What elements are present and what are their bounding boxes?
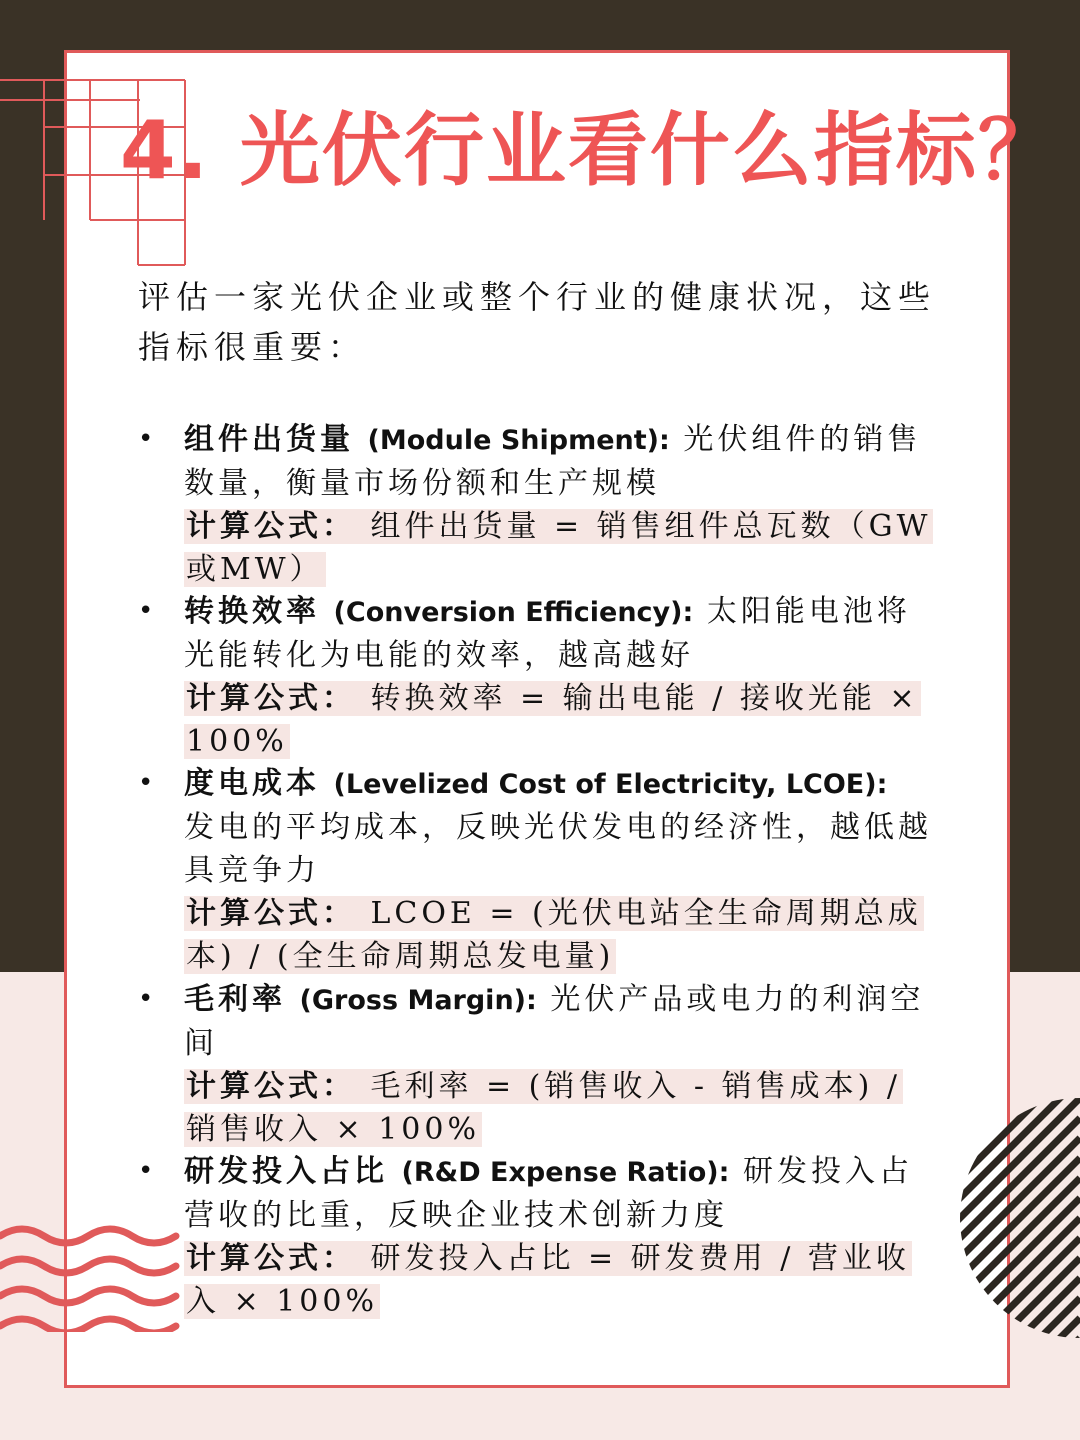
formula-block — [184, 1241, 912, 1319]
formula-text: 转换效率 = 输出电能 / 接收光能 × 100% — [186, 681, 919, 759]
formula-label: 计算公式： — [186, 896, 356, 931]
formula-text: 组件出货量 = 销售组件总瓦数（GW或MW） — [186, 509, 932, 587]
formula-text: LCOE = (光伏电站全生命周期总成本) / (全生命周期总发电量) — [186, 896, 922, 974]
list-item-body — [184, 762, 934, 978]
metric-description: 光伏产品或电力的利润空间 — [184, 982, 925, 1061]
list-item-body — [184, 590, 934, 763]
list-item-body — [184, 418, 934, 591]
wave-decoration — [0, 1222, 190, 1332]
bullet-icon: • — [138, 984, 154, 1014]
metric-name: 转换效率 — [184, 594, 320, 629]
metric-name: 组件出货量 — [184, 422, 354, 457]
formula-label: 计算公式： — [186, 1069, 356, 1104]
formula-label: 计算公式： — [186, 681, 356, 716]
metric-description: 太阳能电池将光能转化为电能的效率，越高越好 — [184, 594, 911, 673]
metric-english-name: (Levelized Cost of Electricity, LCOE): — [333, 769, 888, 800]
metric-english-name: (R&D Expense Ratio): — [401, 1157, 730, 1188]
intro-text: 评估一家光伏企业或整个行业的健康状况，这些指标很重要： — [138, 278, 937, 366]
metric-description: 研发投入占营收的比重，反映企业技术创新力度 — [184, 1154, 913, 1233]
formula-text: 研发投入占比 = 研发费用 / 营业收入 × 100% — [186, 1241, 910, 1319]
list-item-body — [184, 1150, 934, 1323]
metric-english-name: (Gross Margin): — [299, 985, 537, 1016]
list-item-body — [184, 978, 934, 1151]
metric-english-name: (Conversion Efficiency): — [333, 597, 694, 628]
formula-block — [184, 896, 924, 974]
formula-block — [184, 509, 933, 587]
striped-circle-decoration — [940, 1098, 1080, 1338]
metric-name: 研发投入占比 — [184, 1154, 388, 1189]
formula-block — [184, 1069, 903, 1147]
metric-english-name: (Module Shipment): — [367, 425, 670, 456]
formula-label: 计算公式： — [186, 1241, 356, 1276]
metric-description: 光伏组件的销售数量，衡量市场份额和生产规模 — [184, 422, 922, 501]
bullet-icon: • — [138, 424, 154, 454]
formula-label: 计算公式： — [186, 509, 356, 544]
bullet-icon: • — [138, 768, 154, 798]
bullet-icon: • — [138, 1156, 154, 1186]
bullet-icon: • — [138, 596, 154, 626]
metric-name: 度电成本 — [184, 766, 320, 801]
metric-description: 发电的平均成本，反映光伏发电的经济性，越低越具竞争力 — [184, 810, 932, 888]
formula-text: 毛利率 = (销售收入 - 销售成本) / 销售收入 × 100% — [186, 1069, 901, 1147]
page-title: 4. 光伏行业看什么指标？ — [120, 104, 1060, 197]
formula-block — [184, 681, 921, 759]
metric-name: 毛利率 — [184, 982, 286, 1017]
